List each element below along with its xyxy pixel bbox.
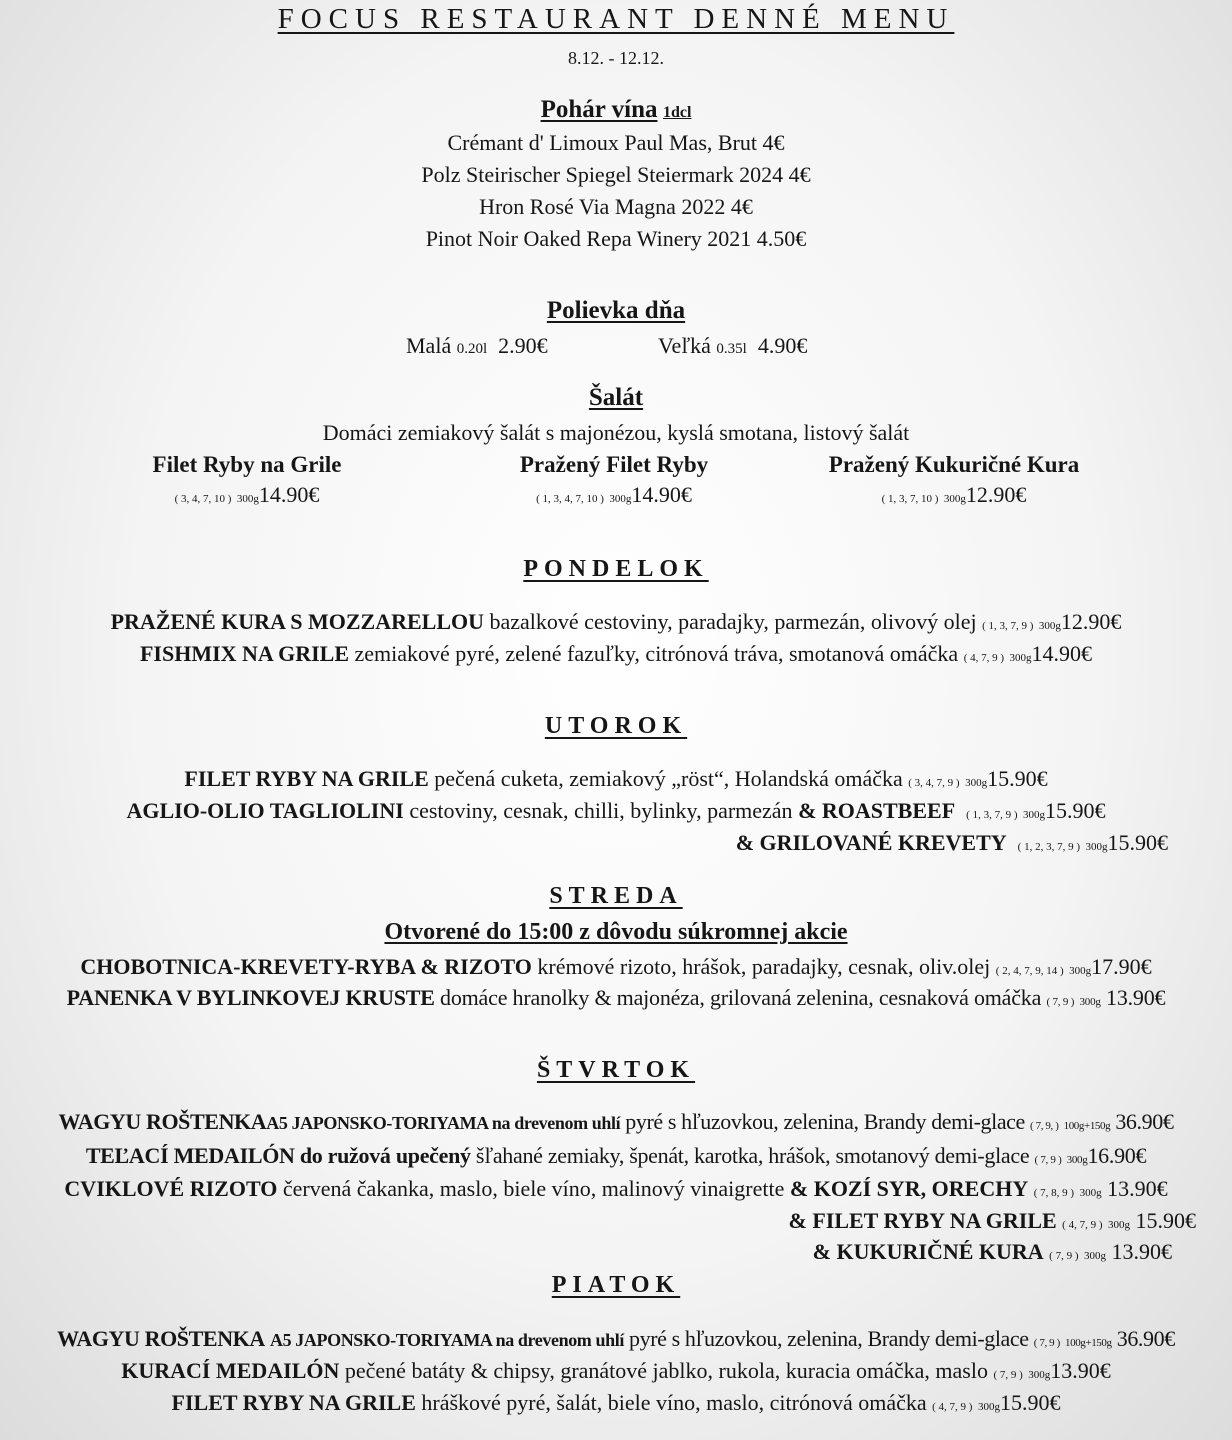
menu-item-text: & FILET RYBY NA GRILE (788, 1208, 1057, 1233)
menu-item-text: 300g (1084, 1250, 1106, 1262)
menu-item-text: 36.90€ (1116, 1326, 1175, 1351)
salad-option-price-line (829, 480, 1079, 514)
menu-item-text: PANENKA V BYLINKOVEJ KRUSTE (66, 985, 435, 1010)
menu-item-text: 300g (965, 777, 988, 789)
soup-small-label: Malá (406, 333, 452, 358)
menu-item-text: ( 4, 7, 9 ) (932, 1401, 973, 1413)
salad-option-price-line (153, 480, 342, 514)
menu-item (0, 983, 1232, 1017)
day-heading-wednesday (0, 881, 1232, 911)
menu-item-text: 13.90€ (1111, 1239, 1172, 1264)
salad-option-price-line (520, 480, 708, 514)
salad-option (829, 450, 1079, 514)
wine-item: Crémant d' Limoux Paul Mas, Brut 4€ (447, 130, 785, 155)
menu-item-text: 15.90€ (987, 766, 1048, 791)
menu-item-text: 14.90€ (1031, 641, 1093, 666)
menu-item-text: 13.90€ (1107, 1176, 1168, 1201)
menu-item-text: 100g+150g (1063, 1120, 1111, 1132)
day-heading-monday (0, 554, 1232, 584)
menu-item-text: 12.90€ (965, 482, 1027, 507)
menu-item-text: PONDELOK (523, 556, 709, 582)
menu-item-text: 36.90€ (1115, 1109, 1174, 1134)
menu-item-text: pyré s hľuzovkou, zelenina, Brandy demi-glace (623, 1326, 1034, 1351)
menu-item-text: 15.90€ (999, 1390, 1061, 1415)
menu-item-text: krémové rizoto, hrášok, paradajky, cesnak, oliv.olej (531, 954, 996, 979)
menu-item (0, 639, 1232, 673)
menu-item-text: pečené batáty & chipsy, granátové jablko, rukola, kuracia omáčka, maslo (339, 1358, 994, 1383)
menu-item-text: šľahané zemiaky, špenát, karotka, hrášok, smotanový demi-glace (470, 1143, 1035, 1168)
menu-item-text: ( 1, 3, 4, 7, 10 ) (536, 493, 604, 505)
wine-item: Hron Rosé Via Magna 2022 4€ (479, 194, 753, 219)
menu-item-text: AGLIO-OLIO TAGLIOLINI (126, 798, 404, 823)
day-heading-friday (0, 1270, 1232, 1300)
menu-item-text: ( 2, 4, 7, 9, 14 ) (995, 965, 1064, 977)
menu-item-text: KURACÍ MEDAILÓN (121, 1358, 340, 1383)
menu-item-text: ( 1, 2, 3, 7, 9 ) (1017, 841, 1080, 853)
menu-item (0, 796, 1232, 830)
wine-heading (0, 95, 1232, 128)
menu-item-text: 300g (1066, 1154, 1088, 1166)
menu-item-text: 100g+150g (1065, 1337, 1112, 1349)
wine-heading-text: Pohár vína (540, 96, 658, 123)
menu-item-text: WAGYU ROŠTENKA (57, 1326, 265, 1351)
menu-item (0, 764, 1232, 798)
menu-item-text: ( 7, 9 ) (993, 1369, 1023, 1381)
day-heading-tuesday (0, 711, 1232, 741)
wednesday-notice (0, 917, 1232, 947)
soup-small-price: 2.90€ (498, 333, 548, 358)
menu-item-text: pečená cuketa, zemiakový „röst“, Holandská omáčka (428, 766, 909, 791)
menu-item-text: ( 1, 3, 7, 9 ) (966, 809, 1018, 821)
soup-large (658, 331, 807, 364)
menu-item-text: pyré s hľuzovkou, zelenina, Brandy demi-glace (620, 1109, 1031, 1134)
menu-item (0, 1324, 1232, 1358)
menu-item-addon (813, 1237, 1172, 1271)
menu-item-text: ( 1, 3, 7, 10 ) (881, 493, 939, 505)
salad-option-name: Pražený Filet Ryby (519, 452, 709, 477)
menu-item-text: & GRILOVANÉ KREVETY (735, 830, 1007, 855)
menu-dates: 8.12. - 12.12. (568, 48, 664, 68)
menu-item-text: CHOBOTNICA-KREVETY-RYBA & RIZOTO (80, 954, 532, 979)
soup-large-label: Veľká (658, 333, 711, 358)
menu-item-text: Otvorené do 15:00 z dôvodu súkromnej akcie (384, 919, 848, 945)
menu-item-text: ( 3, 4, 7, 9 ) (908, 777, 960, 789)
salad-option (520, 450, 708, 514)
menu-item-text: PRAŽENÉ KURA S MOZZARELLOU (110, 609, 485, 634)
menu-item-text: WAGYU ROŠTENKA (58, 1109, 267, 1134)
menu-item-text: 16.90€ (1087, 1143, 1147, 1168)
wine-item: Polz Steirischer Spiegel Steiermark 2024 4€ (421, 162, 811, 187)
menu-item-text: 300g (1085, 841, 1108, 853)
salad-heading (0, 383, 1232, 413)
wine-unit: 1dcl (662, 104, 692, 121)
menu-item (0, 607, 1232, 641)
menu-item-text: zemiakové pyré, zelené fazuľky, citrónová tráva, smotanová omáčka (349, 641, 964, 666)
menu-item (0, 1174, 1232, 1208)
soup-heading-text: Polievka dňa (546, 297, 686, 324)
soup-large-price: 4.90€ (757, 333, 808, 358)
menu-item (0, 952, 1232, 986)
day-heading-thursday (0, 1055, 1232, 1085)
wine-item: Pinot Noir Oaked Repa Winery 2021 4.50€ (425, 226, 807, 251)
salad-heading-text: Šalát (588, 384, 644, 411)
menu-item-text: CVIKLOVÉ RIZOTO (64, 1176, 278, 1201)
menu-item-text: ( 7, 9, ) (1030, 1120, 1059, 1132)
menu-item-text: ( 3, 4, 7, 10 ) (174, 493, 232, 505)
menu-item-text: ( 7, 9 ) (1033, 1337, 1060, 1349)
menu-item-text: 300g (1028, 1369, 1051, 1381)
menu-item-text: 15.90€ (1135, 1208, 1196, 1233)
menu-item-text: ( 1, 3, 7, 9 ) (982, 620, 1034, 632)
menu-item-text: 13.90€ (1106, 985, 1166, 1010)
menu-item-text: & ROASTBEEF (798, 798, 956, 823)
menu-item-text: FISHMIX NA GRILE (139, 641, 350, 666)
menu-item-text: 14.90€ (631, 482, 692, 507)
menu-item-text: ( 7, 9 ) (1034, 1154, 1062, 1166)
menu-item-text: 15.90€ (1044, 798, 1106, 823)
menu-item-text: 13.90€ (1050, 1358, 1111, 1383)
soup-small-size: 0.20l (456, 341, 488, 357)
menu-item-text: 300g (1079, 1187, 1102, 1199)
menu-item-text: FILET RYBY NA GRILE (184, 766, 429, 791)
menu-item-addon (736, 828, 1168, 862)
menu-item-text: domáce hranolky & majonéza, grilovaná zelenina, cesnaková omáčka (434, 985, 1047, 1010)
menu-item-text: ( 7, 9 ) (1049, 1250, 1079, 1262)
menu-item-text: 12.90€ (1060, 609, 1122, 634)
menu-item-text: hráškové pyré, šalát, biele víno, maslo, citrónová omáčka (415, 1390, 933, 1415)
menu-item-text: 300g (1022, 809, 1045, 821)
menu-item-addon (789, 1206, 1197, 1240)
menu-item (0, 1107, 1232, 1141)
menu-item-text: 300g (943, 493, 966, 505)
menu-item-text: 300g (977, 1401, 1000, 1413)
soup-small (406, 331, 548, 364)
salad-option-name: Pražený Kukuričné Kura (828, 452, 1080, 477)
menu-item (0, 1388, 1232, 1422)
menu-item-text: UTOROK (544, 713, 688, 739)
soup-heading (0, 296, 1232, 326)
menu-item-text: A5 JAPONSKO-TORIYAMA na drevenom uhlí (266, 1113, 621, 1133)
salad-option-name: Filet Ryby na Grile (152, 452, 342, 477)
menu-item-text: PIATOK (551, 1272, 681, 1298)
menu-item-text: 300g (1038, 620, 1061, 632)
menu-item-text: ( 7, 8, 9 ) (1033, 1187, 1075, 1199)
menu-item-text: 300g (236, 493, 259, 505)
menu-item-text: ( 7, 9 ) (1046, 996, 1075, 1008)
menu-item-text: & KOZÍ SYR, ORECHY (789, 1176, 1029, 1201)
menu-item-text: cestoviny, cesnak, chilli, bylinky, parmezán (403, 798, 799, 823)
salad-description: Domáci zemiakový šalát s majonézou, kyslá smotana, listový šalát (322, 420, 910, 445)
menu-item-text: STREDA (549, 883, 683, 909)
menu-item-text: 300g (609, 493, 632, 505)
menu-item-text: & KUKURIČNÉ KURA (812, 1239, 1044, 1264)
menu-item-text: červená čakanka, maslo, biele víno, malinový vinaigrette (277, 1176, 790, 1201)
menu-item-text: TEĽACÍ MEDAILÓN do ružová upečený (85, 1143, 471, 1168)
menu-title: FOCUS RESTAURANT DENNÉ MENU (277, 3, 955, 35)
menu-item-text: 14.90€ (258, 482, 320, 507)
menu-item-text: 300g (1079, 996, 1101, 1008)
menu-item-text: 300g (1069, 965, 1092, 977)
menu-item-text: ŠTVRTOK (536, 1057, 696, 1083)
salad-option (153, 450, 342, 514)
menu-item-text: bazalkové cestoviny, paradajky, parmezán, olivový olej (484, 609, 983, 634)
menu-item-text: ( 4, 7, 9 ) (963, 652, 1005, 664)
menu-item-text: FILET RYBY NA GRILE (171, 1390, 416, 1415)
soup-large-size: 0.35l (716, 341, 747, 357)
menu-item (0, 1141, 1232, 1175)
menu-item (0, 1356, 1232, 1390)
menu-item-text: 17.90€ (1091, 954, 1152, 979)
menu-item-text: 300g (1108, 1219, 1130, 1231)
menu-item-text: 300g (1009, 652, 1032, 664)
menu-item-text: 15.90€ (1107, 830, 1168, 855)
menu-item-text: ( 4, 7, 9 ) (1062, 1219, 1103, 1231)
menu-item-text: A5 JAPONSKO-TORIYAMA na drevenom uhlí (270, 1330, 624, 1350)
